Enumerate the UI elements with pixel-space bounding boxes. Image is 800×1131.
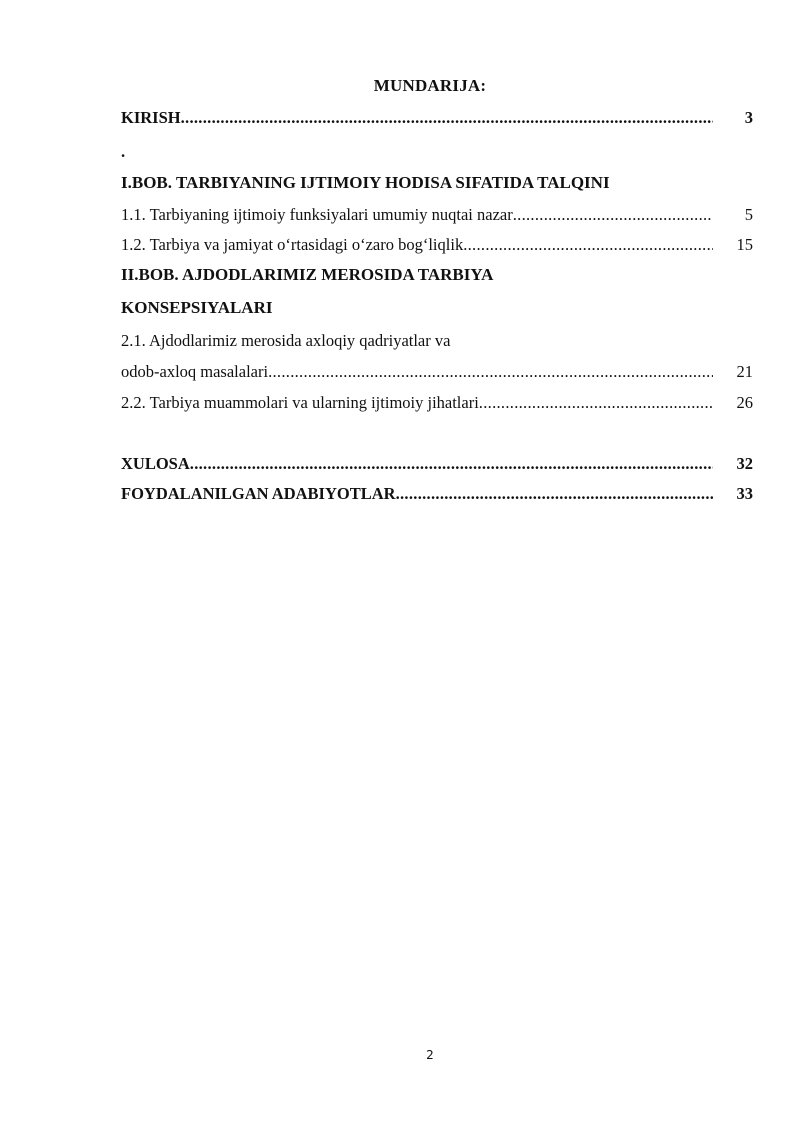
toc-entry-2-2[interactable] xyxy=(121,393,753,417)
toc-entry-references[interactable] xyxy=(121,484,753,508)
dot-leader xyxy=(513,205,713,225)
toc-entry-label: odob-axloq masalalari xyxy=(121,362,269,381)
chapter-2-heading-line2[interactable]: KONSEPSIYALARI xyxy=(121,298,273,317)
toc-title: MUNDARIJA: xyxy=(373,76,487,95)
toc-entry-label: 2.2. Tarbiya muammolari va ularning ijtimoiy jihatlari xyxy=(121,393,479,412)
page-number: 2 xyxy=(426,1048,434,1062)
stray-dot: . xyxy=(121,142,126,161)
chapter-2-heading-line1[interactable]: II.BOB. AJDODLARIMIZ MEROSIDA TARBIYA xyxy=(121,265,494,284)
toc-entry-label: KIRISH xyxy=(121,108,181,127)
dot-leader xyxy=(463,235,713,255)
toc-entry-conclusion[interactable] xyxy=(121,454,753,478)
toc-entry-2-1[interactable] xyxy=(121,362,753,386)
toc-entry-page: 26 xyxy=(736,393,753,412)
dot-leader xyxy=(396,484,713,504)
toc-entry-2-1-line1[interactable]: 2.1. Ajdodlarimiz merosida axloqiy qadriyatlar va xyxy=(121,331,451,350)
dot-leader xyxy=(479,393,713,413)
toc-entry-page: 32 xyxy=(736,454,753,473)
toc-entry-page: 3 xyxy=(744,108,753,127)
toc-entry-label: 1.1. Tarbiyaning ijtimoiy funksiyalari umumiy nuqtai nazar xyxy=(121,205,513,224)
dot-leader xyxy=(181,108,713,128)
toc-entry-page: 15 xyxy=(736,235,753,254)
toc-entry-page: 5 xyxy=(744,205,753,224)
dot-leader xyxy=(268,362,713,382)
toc-entry-page: 21 xyxy=(736,362,753,381)
toc-entry-label: XULOSA xyxy=(121,454,190,473)
toc-entry-1-2[interactable] xyxy=(121,235,753,259)
toc-entry-1-1[interactable] xyxy=(121,205,753,229)
toc-entry-label: FOYDALANILGAN ADABIYOTLAR xyxy=(121,484,396,503)
toc-entry-page: 33 xyxy=(736,484,753,503)
toc-entry-label: 1.2. Tarbiya va jamiyat o‘rtasidagi o‘zaro bog‘liqlik xyxy=(121,235,464,254)
dot-leader xyxy=(190,454,713,474)
chapter-1-heading[interactable]: I.BOB. TARBIYANING IJTIMOIY HODISA SIFATIDA TALQINI xyxy=(121,173,610,192)
toc-entry-intro[interactable] xyxy=(121,108,753,132)
